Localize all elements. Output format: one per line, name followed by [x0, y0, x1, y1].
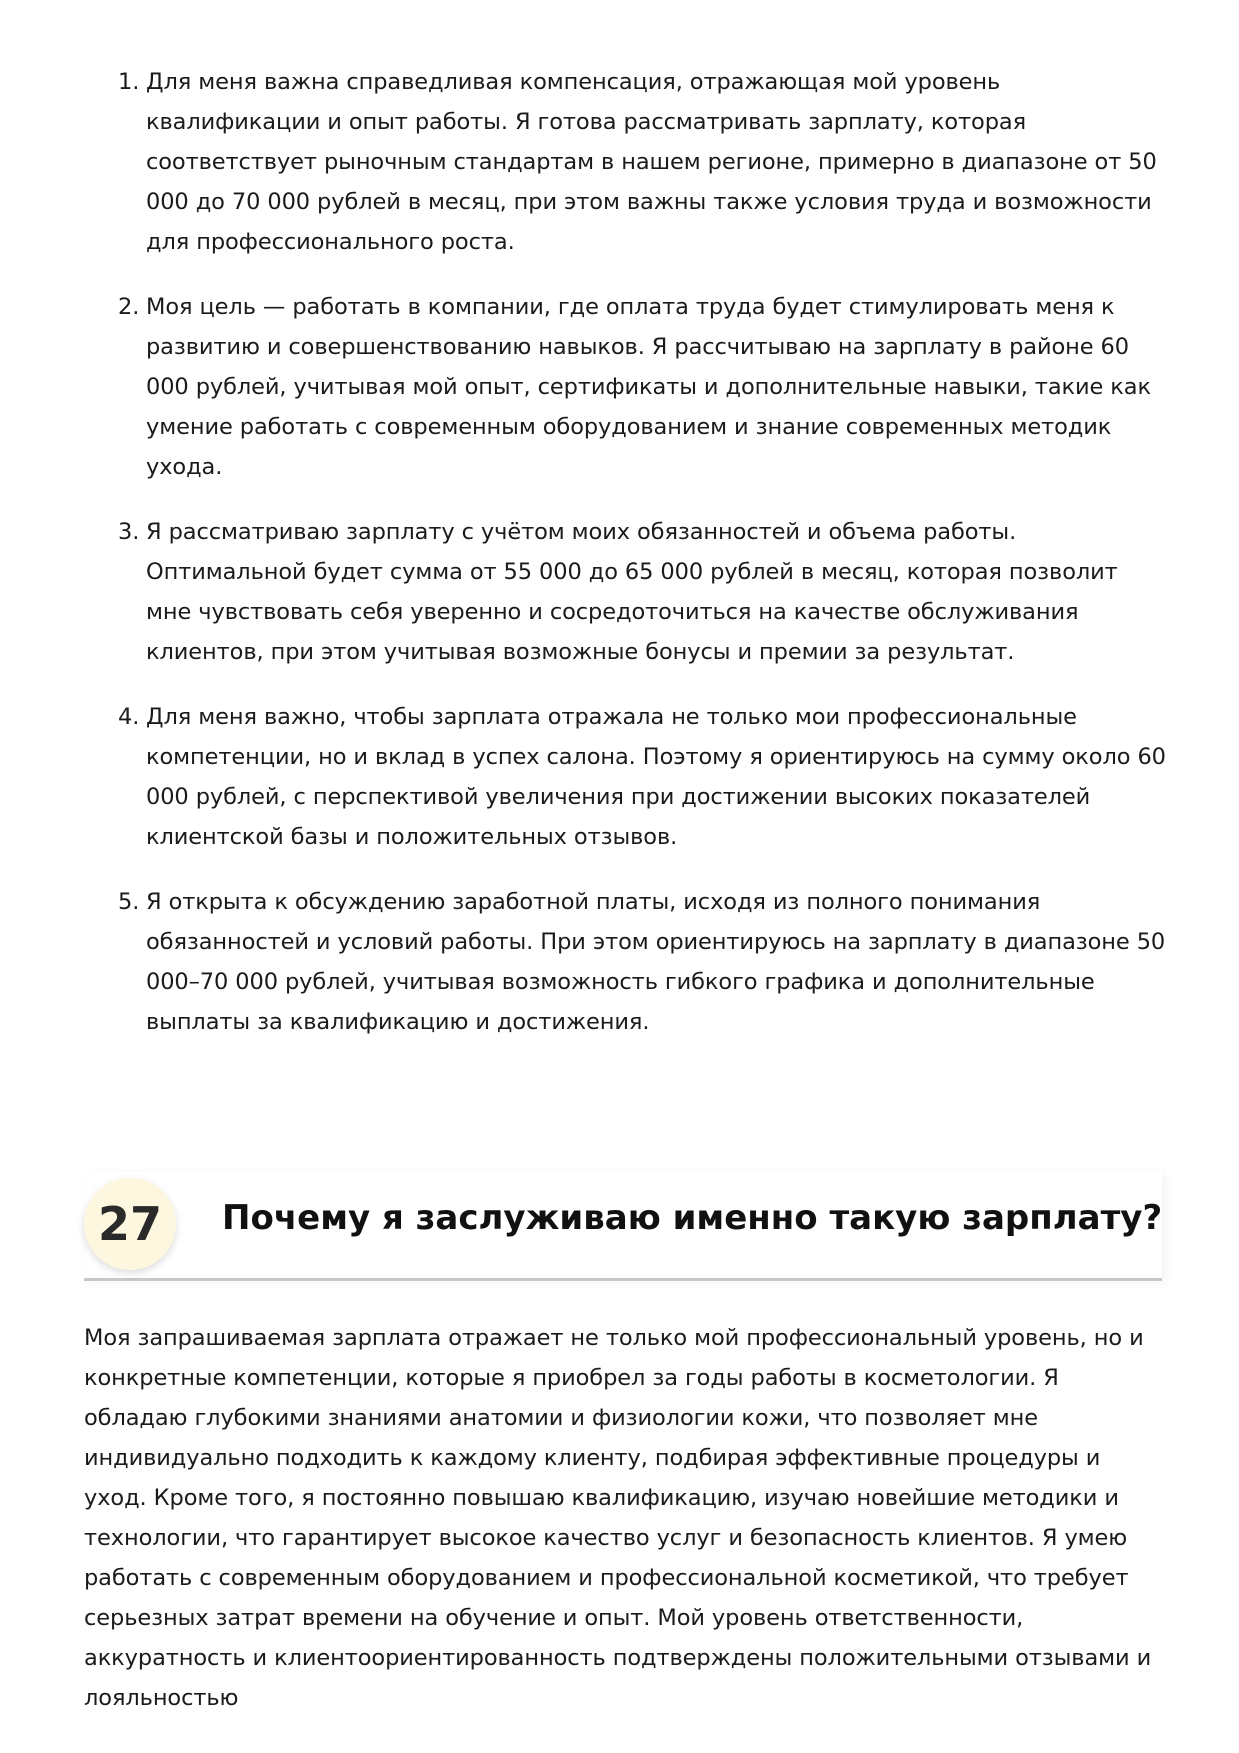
- answer-item-4: [118, 697, 1168, 857]
- section-body-text: Моя запрашиваемая зарплата отражает не только мой профессиональный уровень, но и конкретные компетенции, которые я приобрел за годы работы в косметологии. Я обладаю глубокими знаниями анатомии и физиологии кожи, что позволяет мне индивидуально подходить к каждому клиенту, подбирая эффективные процедуры и уход. Кроме того, я постоянно повышаю квалификацию, изучаю новейшие методики и технологии, что гарантирует высокое качество услуг и безопасность клиентов. Я умею работать с современным оборудованием и профессиональной косметикой, что требует серьезных затрат времени на обучение и опыт. Мой уровень ответственности, аккуратность и клиентоориентированность подтверждены положительными отзывами и лояльностью: [84, 1325, 1152, 1711]
- answer-text: Я открыта к обсуждению заработной платы, исходя из полного понимания обязанностей и условий работы. При этом ориентируюсь на зарплату в диапазоне 50 000–70 000 рублей, учитывая возможность гибкого графика и дополнительные выплаты за квалификацию и достижения.: [146, 889, 1166, 1035]
- answer-text: Для меня важно, чтобы зарплата отражала не только мои профессиональные компетенции, но и вклад в успех салона. Поэтому я ориентируюсь на сумму около 60 000 рублей, с перспективой увеличения при достижении высоких показателей клиентской базы и положительных отзывов.: [146, 704, 1166, 850]
- answer-item-2: [118, 287, 1168, 487]
- answer-number: 4.: [118, 704, 140, 730]
- answer-number: 3.: [118, 519, 140, 545]
- answer-item-3: [118, 512, 1168, 672]
- answer-list: [118, 62, 1168, 1067]
- section-title: Почему я заслуживаю именно такую зарплату?: [222, 1198, 1163, 1238]
- answer-number: 1.: [118, 69, 140, 95]
- answer-text: Моя цель — работать в компании, где оплата труда будет стимулировать меня к развитию и совершенствованию навыков. Я рассчитываю на зарплату в районе 60 000 рублей, учитывая мой опыт, сертификаты и дополнительные навыки, такие как умение работать с современным оборудованием и знание современных методик ухода.: [146, 294, 1151, 480]
- answer-text: Я рассматриваю зарплату с учётом моих обязанностей и объема работы. Оптимальной будет сумма от 55 000 до 65 000 рублей в месяц, которая позволит мне чувствовать себя уверенно и сосредоточиться на качестве обслуживания клиентов, при этом учитывая возможные бонусы и премии за результат.: [146, 519, 1118, 665]
- answer-item-1: [118, 62, 1168, 262]
- answer-text: Для меня важна справедливая компенсация, отражающая мой уровень квалификации и опыт работы. Я готова рассматривать зарплату, которая соответствует рыночным стандартам в нашем регионе, примерно в диапазоне от 50 000 до 70 000 рублей в месяц, при этом важны также условия труда и возможности для профессионального роста.: [146, 69, 1157, 255]
- section-number-badge: 27: [84, 1178, 176, 1270]
- answer-item-5: [118, 882, 1168, 1042]
- answer-number: 5.: [118, 889, 140, 915]
- answer-number: 2.: [118, 294, 140, 320]
- section-header: [84, 1172, 1162, 1281]
